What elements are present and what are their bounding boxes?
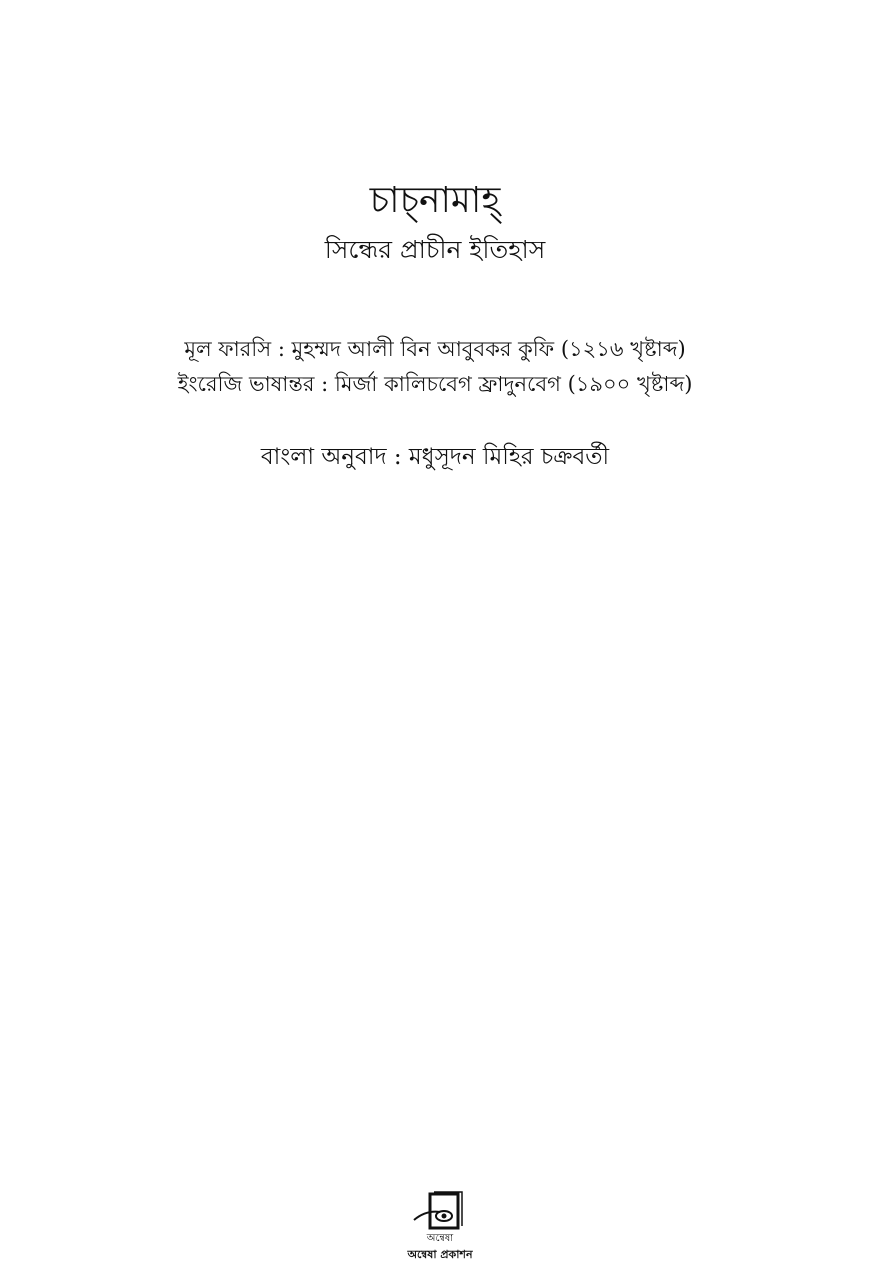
publisher-name: অন্বেষা প্রকাশন [407, 1248, 473, 1261]
publisher-logo-icon [410, 1190, 470, 1232]
english-translator-credit: ইংরেজি ভাষান্তর : মির্জা কালিচবেগ ফ্রাদুনবেগ (১৯০০ খৃষ্টাব্দ) [177, 372, 693, 396]
original-author-credit: মূল ফারসি : মুহম্মদ আলী বিন আবুবকর কুফি (১২১৬ খৃষ্টাব্দ) [184, 337, 686, 361]
book-subtitle: সিন্ধের প্রাচীন ইতিহাস [324, 235, 546, 264]
bengali-translator-credit: বাংলা অনুবাদ : মধুসূদন মিহির চক্রবর্তী [260, 444, 610, 470]
book-title: চাচ্‌নামাহ্‌ [369, 180, 501, 221]
publisher-logo-text: অন্বেষা [426, 1233, 454, 1244]
publisher-block [385, 1190, 495, 1262]
